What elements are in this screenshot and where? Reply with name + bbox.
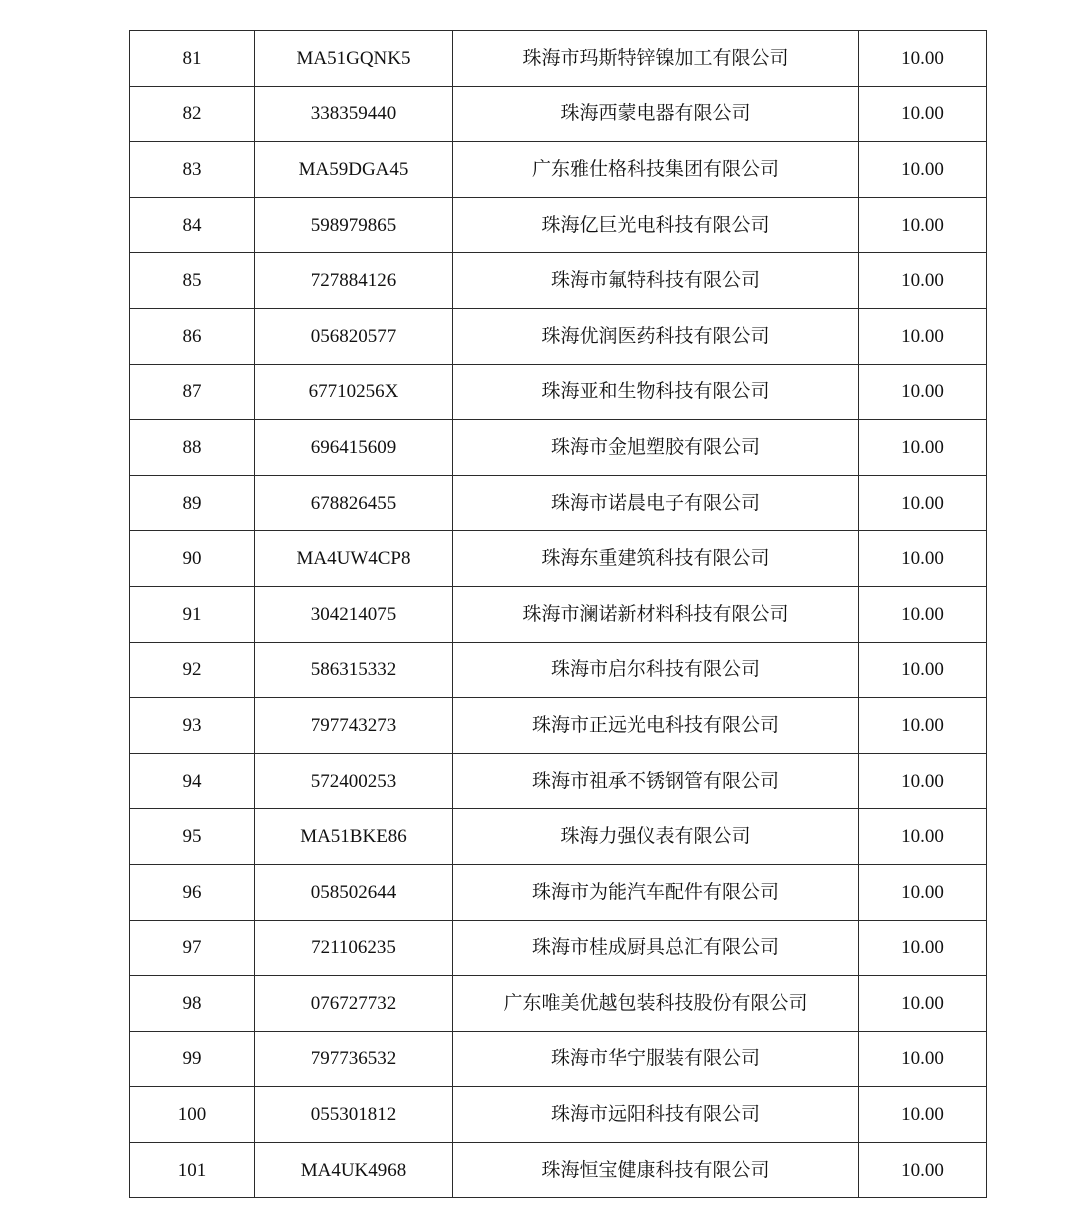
credit-code-cell: 055301812	[255, 1087, 453, 1143]
table-row	[130, 420, 987, 476]
row-number-cell: 101	[130, 1142, 255, 1198]
amount-cell: 10.00	[859, 1031, 987, 1087]
table-row	[130, 753, 987, 809]
credit-code-cell: 058502644	[255, 864, 453, 920]
company-name-cell: 珠海市金旭塑胶有限公司	[453, 420, 859, 476]
amount-cell: 10.00	[859, 864, 987, 920]
amount-cell: 10.00	[859, 920, 987, 976]
row-number-cell: 97	[130, 920, 255, 976]
credit-code-cell: MA51BKE86	[255, 809, 453, 865]
company-name-cell: 珠海西蒙电器有限公司	[453, 86, 859, 142]
company-name-cell: 珠海市玛斯特锌镍加工有限公司	[453, 31, 859, 87]
amount-cell: 10.00	[859, 142, 987, 198]
row-number-cell: 87	[130, 364, 255, 420]
amount-cell: 10.00	[859, 420, 987, 476]
amount-cell: 10.00	[859, 1142, 987, 1198]
company-name-cell: 珠海市远阳科技有限公司	[453, 1087, 859, 1143]
company-name-cell: 广东唯美优越包装科技股份有限公司	[453, 976, 859, 1032]
amount-cell: 10.00	[859, 698, 987, 754]
amount-cell: 10.00	[859, 976, 987, 1032]
table-row	[130, 976, 987, 1032]
amount-cell: 10.00	[859, 364, 987, 420]
company-name-cell: 珠海东重建筑科技有限公司	[453, 531, 859, 587]
row-number-cell: 89	[130, 475, 255, 531]
credit-code-cell: 572400253	[255, 753, 453, 809]
row-number-cell: 94	[130, 753, 255, 809]
document-page	[129, 30, 984, 1198]
table-row	[130, 142, 987, 198]
table-row	[130, 197, 987, 253]
credit-code-cell: MA4UW4CP8	[255, 531, 453, 587]
table-row	[130, 642, 987, 698]
amount-cell: 10.00	[859, 253, 987, 309]
company-name-cell: 珠海市祖承不锈钢管有限公司	[453, 753, 859, 809]
row-number-cell: 85	[130, 253, 255, 309]
company-name-cell: 珠海市诺晨电子有限公司	[453, 475, 859, 531]
table-row	[130, 1031, 987, 1087]
credit-code-cell: 797736532	[255, 1031, 453, 1087]
table-row	[130, 31, 987, 87]
company-name-cell: 珠海市氟特科技有限公司	[453, 253, 859, 309]
amount-cell: 10.00	[859, 531, 987, 587]
table-row	[130, 1087, 987, 1143]
credit-code-cell: 696415609	[255, 420, 453, 476]
amount-cell: 10.00	[859, 475, 987, 531]
amount-cell: 10.00	[859, 1087, 987, 1143]
credit-code-cell: 598979865	[255, 197, 453, 253]
company-name-cell: 珠海市桂成厨具总汇有限公司	[453, 920, 859, 976]
amount-cell: 10.00	[859, 31, 987, 87]
amount-cell: 10.00	[859, 308, 987, 364]
table-row	[130, 475, 987, 531]
row-number-cell: 84	[130, 197, 255, 253]
row-number-cell: 82	[130, 86, 255, 142]
table-row	[130, 253, 987, 309]
table-row	[130, 531, 987, 587]
amount-cell: 10.00	[859, 809, 987, 865]
row-number-cell: 86	[130, 308, 255, 364]
credit-code-cell: MA4UK4968	[255, 1142, 453, 1198]
company-name-cell: 珠海恒宝健康科技有限公司	[453, 1142, 859, 1198]
credit-code-cell: 586315332	[255, 642, 453, 698]
company-name-cell: 珠海市正远光电科技有限公司	[453, 698, 859, 754]
company-name-cell: 珠海力强仪表有限公司	[453, 809, 859, 865]
credit-code-cell: 67710256X	[255, 364, 453, 420]
row-number-cell: 88	[130, 420, 255, 476]
credit-code-cell: 678826455	[255, 475, 453, 531]
amount-cell: 10.00	[859, 753, 987, 809]
amount-cell: 10.00	[859, 197, 987, 253]
row-number-cell: 99	[130, 1031, 255, 1087]
row-number-cell: 90	[130, 531, 255, 587]
table-row	[130, 864, 987, 920]
row-number-cell: 98	[130, 976, 255, 1032]
table-row	[130, 698, 987, 754]
table-row	[130, 364, 987, 420]
credit-code-cell: 721106235	[255, 920, 453, 976]
company-table	[129, 30, 987, 1198]
credit-code-cell: MA59DGA45	[255, 142, 453, 198]
credit-code-cell: 727884126	[255, 253, 453, 309]
amount-cell: 10.00	[859, 586, 987, 642]
row-number-cell: 96	[130, 864, 255, 920]
row-number-cell: 92	[130, 642, 255, 698]
credit-code-cell: 338359440	[255, 86, 453, 142]
row-number-cell: 95	[130, 809, 255, 865]
credit-code-cell: 076727732	[255, 976, 453, 1032]
credit-code-cell: 056820577	[255, 308, 453, 364]
table-row	[130, 86, 987, 142]
row-number-cell: 81	[130, 31, 255, 87]
credit-code-cell: MA51GQNK5	[255, 31, 453, 87]
company-name-cell: 广东雅仕格科技集团有限公司	[453, 142, 859, 198]
table-row	[130, 1142, 987, 1198]
row-number-cell: 100	[130, 1087, 255, 1143]
company-table-body	[130, 31, 987, 1198]
company-name-cell: 珠海市启尔科技有限公司	[453, 642, 859, 698]
amount-cell: 10.00	[859, 86, 987, 142]
company-name-cell: 珠海亚和生物科技有限公司	[453, 364, 859, 420]
row-number-cell: 83	[130, 142, 255, 198]
company-name-cell: 珠海市华宁服装有限公司	[453, 1031, 859, 1087]
table-row	[130, 809, 987, 865]
company-name-cell: 珠海市为能汽车配件有限公司	[453, 864, 859, 920]
table-row	[130, 308, 987, 364]
row-number-cell: 93	[130, 698, 255, 754]
amount-cell: 10.00	[859, 642, 987, 698]
credit-code-cell: 797743273	[255, 698, 453, 754]
company-name-cell: 珠海市澜诺新材料科技有限公司	[453, 586, 859, 642]
company-name-cell: 珠海亿巨光电科技有限公司	[453, 197, 859, 253]
table-row	[130, 586, 987, 642]
table-row	[130, 920, 987, 976]
credit-code-cell: 304214075	[255, 586, 453, 642]
company-name-cell: 珠海优润医药科技有限公司	[453, 308, 859, 364]
row-number-cell: 91	[130, 586, 255, 642]
